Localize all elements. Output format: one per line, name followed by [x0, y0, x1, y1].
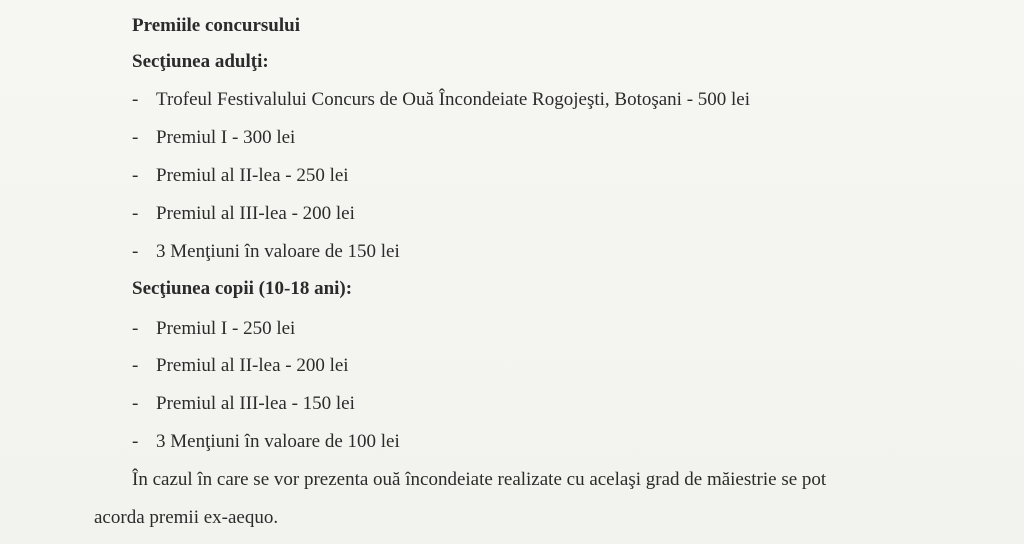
- list-item-text: 3 Menţiuni în valoare de 150 lei: [156, 241, 400, 262]
- list-item-text: 3 Menţiuni în valoare de 100 lei: [156, 431, 400, 452]
- bullet-dash: -: [132, 393, 139, 414]
- bullet-dash: -: [132, 203, 139, 224]
- bullet-dash: -: [132, 89, 139, 110]
- list-item-text: Premiul I - 300 lei: [156, 127, 296, 148]
- list-item-text: Premiul al II-lea - 200 lei: [156, 355, 349, 376]
- closing-paragraph-line-2: acorda premii ex-aequo.: [94, 507, 279, 528]
- list-item-text: Premiul I - 250 lei: [156, 318, 296, 339]
- bullet-dash: -: [132, 431, 139, 452]
- list-item-text: Trofeul Festivalului Concurs de Ouă Încondeiate Rogojeşti, Botoşani - 500 lei: [156, 89, 751, 110]
- bullet-dash: -: [132, 165, 139, 186]
- section-heading-children: Secţiunea copii (10-18 ani):: [132, 278, 353, 299]
- section-heading-adults: Secţiunea adulţi:: [132, 51, 269, 72]
- bullet-dash: -: [132, 127, 139, 148]
- list-item-text: Premiul al II-lea - 250 lei: [156, 165, 349, 186]
- bullet-dash: -: [132, 318, 139, 339]
- list-item-text: Premiul al III-lea - 200 lei: [156, 203, 355, 224]
- bullet-dash: -: [132, 355, 139, 376]
- closing-paragraph-line-1: În cazul în care se vor prezenta ouă încondeiate realizate cu acelaşi grad de măiestrie se pot: [132, 469, 827, 490]
- document-title: Premiile concursului: [132, 15, 300, 36]
- list-item-text: Premiul al III-lea - 150 lei: [156, 393, 355, 414]
- bullet-dash: -: [132, 241, 139, 262]
